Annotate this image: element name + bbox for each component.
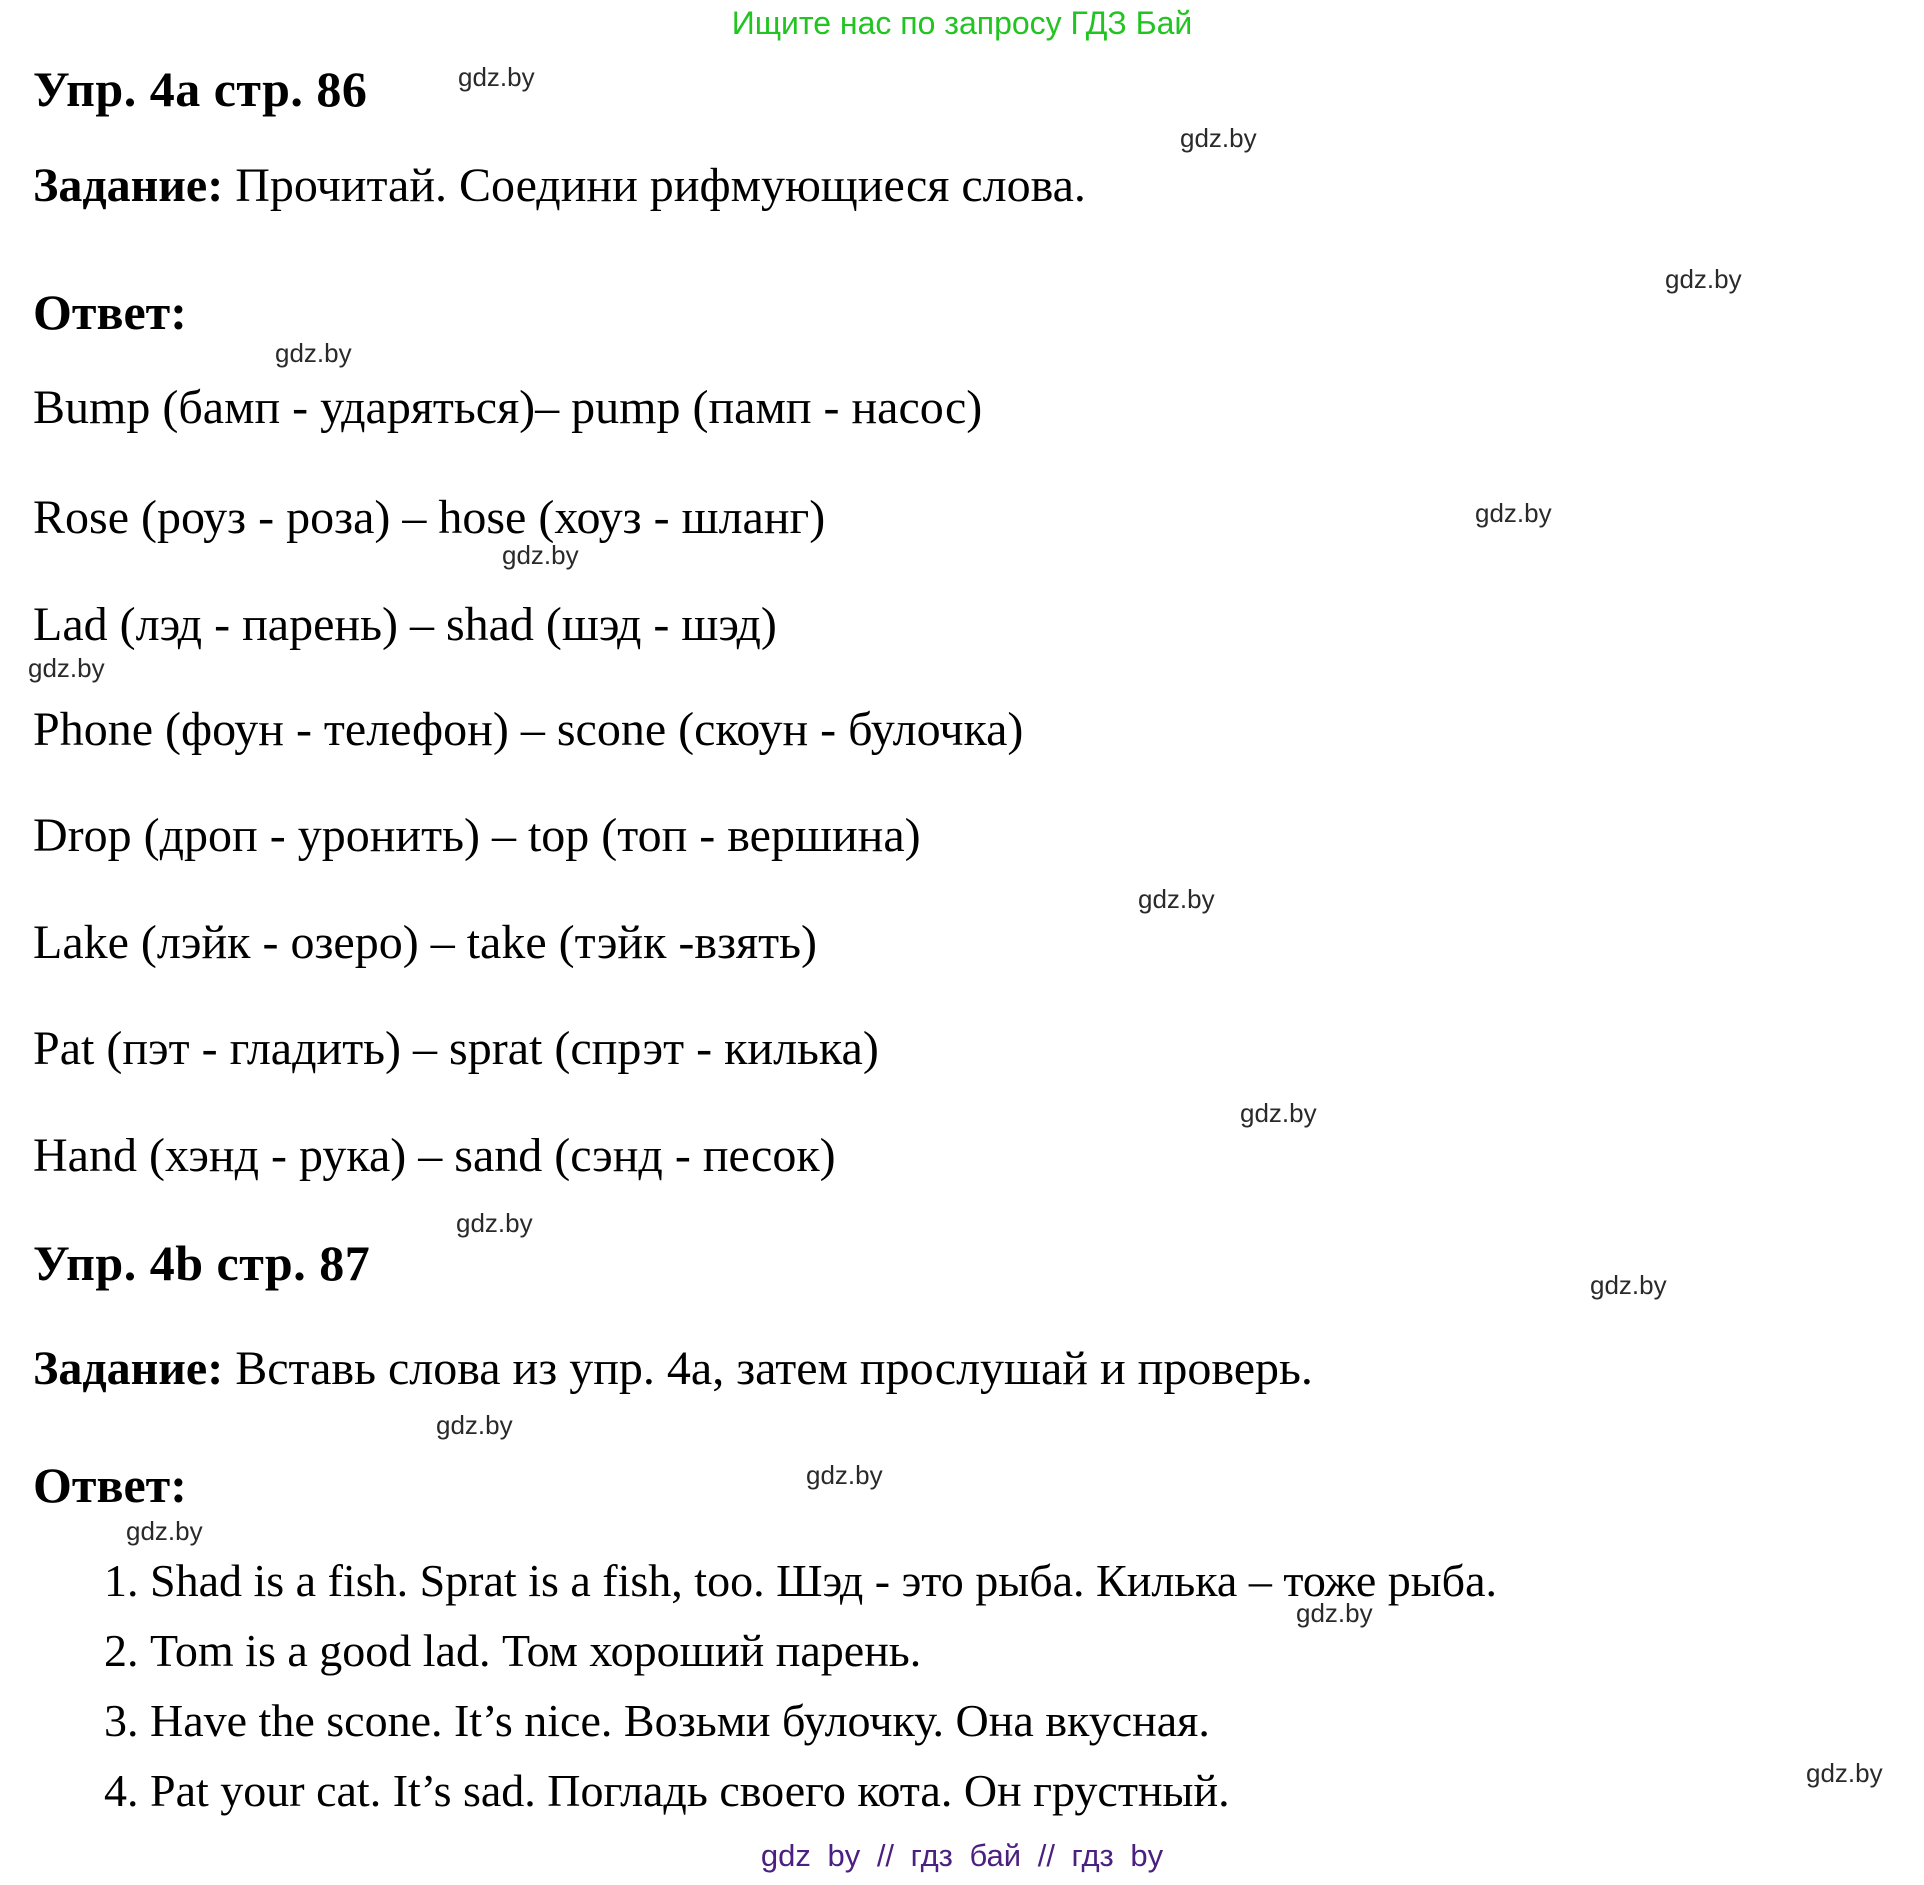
rhyme-pair: Drop (дроп - уронить) – top (топ - вершина) bbox=[33, 809, 921, 862]
task-label: Задание: bbox=[33, 159, 224, 212]
gdz-watermark: gdz.by bbox=[502, 540, 579, 570]
rhyme-pair: Pat (пэт - гладить) – sprat (спрэт - килька) bbox=[33, 1022, 879, 1075]
answer-sentence: 1. Shad is a fish. Sprat is a fish, too. Шэд - это рыба. Килька – тоже рыба. bbox=[150, 1546, 1497, 1616]
gdz-watermark: gdz.by bbox=[1590, 1270, 1667, 1300]
gdz-watermark: gdz.by bbox=[1806, 1758, 1883, 1788]
exercise-4b-answer-label: Ответ: bbox=[33, 1457, 187, 1513]
exercise-4a-answer-label: Ответ: bbox=[33, 284, 187, 340]
rhyme-pair: Rose (роуз - роза) – hose (хоуз - шланг) bbox=[33, 491, 826, 544]
gdz-watermark: gdz.by bbox=[275, 338, 352, 368]
gdz-watermark: gdz.by bbox=[458, 62, 535, 92]
answer-sentence: 4. Pat your cat. It’s sad. Погладь своего кота. Он грустный. bbox=[150, 1756, 1497, 1826]
rhyme-pair: Bump (бамп - ударяться)– pump (памп - насос) bbox=[33, 381, 983, 434]
answer-sentences-list bbox=[72, 1546, 1497, 1826]
rhyme-pair: Phone (фоун - телефон) – scone (скоун - булочка) bbox=[33, 703, 1024, 756]
answer-sentence: 2. Tom is a good lad. Том хороший парень. bbox=[150, 1616, 1497, 1686]
task-text: Вставь слова из упр. 4а, затем прослушай и проверь. bbox=[235, 1342, 1313, 1395]
rhyme-pair: Lake (лэйк - озеро) – take (тэйк -взять) bbox=[33, 916, 817, 969]
gdz-watermark: gdz.by bbox=[1138, 884, 1215, 914]
gdz-watermark: gdz.by bbox=[806, 1460, 883, 1490]
task-label: Задание: bbox=[33, 1342, 224, 1395]
gdz-watermark: gdz.by bbox=[28, 653, 105, 683]
exercise-4b-task bbox=[33, 1341, 1313, 1396]
gdz-watermark: gdz.by bbox=[1475, 498, 1552, 528]
gdz-watermark: gdz.by bbox=[126, 1516, 203, 1546]
rhyme-pair: Lad (лэд - парень) – shad (шэд - шэд) bbox=[33, 598, 777, 651]
gdz-watermark: gdz.by bbox=[1665, 264, 1742, 294]
gdz-watermark: gdz.by bbox=[1296, 1598, 1373, 1628]
exercise-4a-task bbox=[33, 158, 1086, 213]
exercise-4b-title: Упр. 4b стр. 87 bbox=[33, 1235, 371, 1291]
gdz-watermark: gdz.by bbox=[456, 1208, 533, 1238]
footer-keywords: gdz by // гдз бай // гдз by bbox=[760, 1838, 1164, 1873]
exercise-4a-title: Упр. 4а стр. 86 bbox=[33, 61, 368, 117]
gdz-watermark: gdz.by bbox=[436, 1410, 513, 1440]
rhyme-pair: Hand (хэнд - рука) – sand (сэнд - песок) bbox=[33, 1129, 836, 1182]
answer-sentence: 3. Have the scone. It’s nice. Возьми булочку. Она вкусная. bbox=[150, 1686, 1497, 1756]
promo-banner: Ищите нас по запросу ГДЗ Бай bbox=[731, 5, 1193, 41]
task-text: Прочитай. Соедини рифмующиеся слова. bbox=[235, 159, 1086, 212]
gdz-watermark: gdz.by bbox=[1240, 1098, 1317, 1128]
gdz-watermark: gdz.by bbox=[1180, 123, 1257, 153]
